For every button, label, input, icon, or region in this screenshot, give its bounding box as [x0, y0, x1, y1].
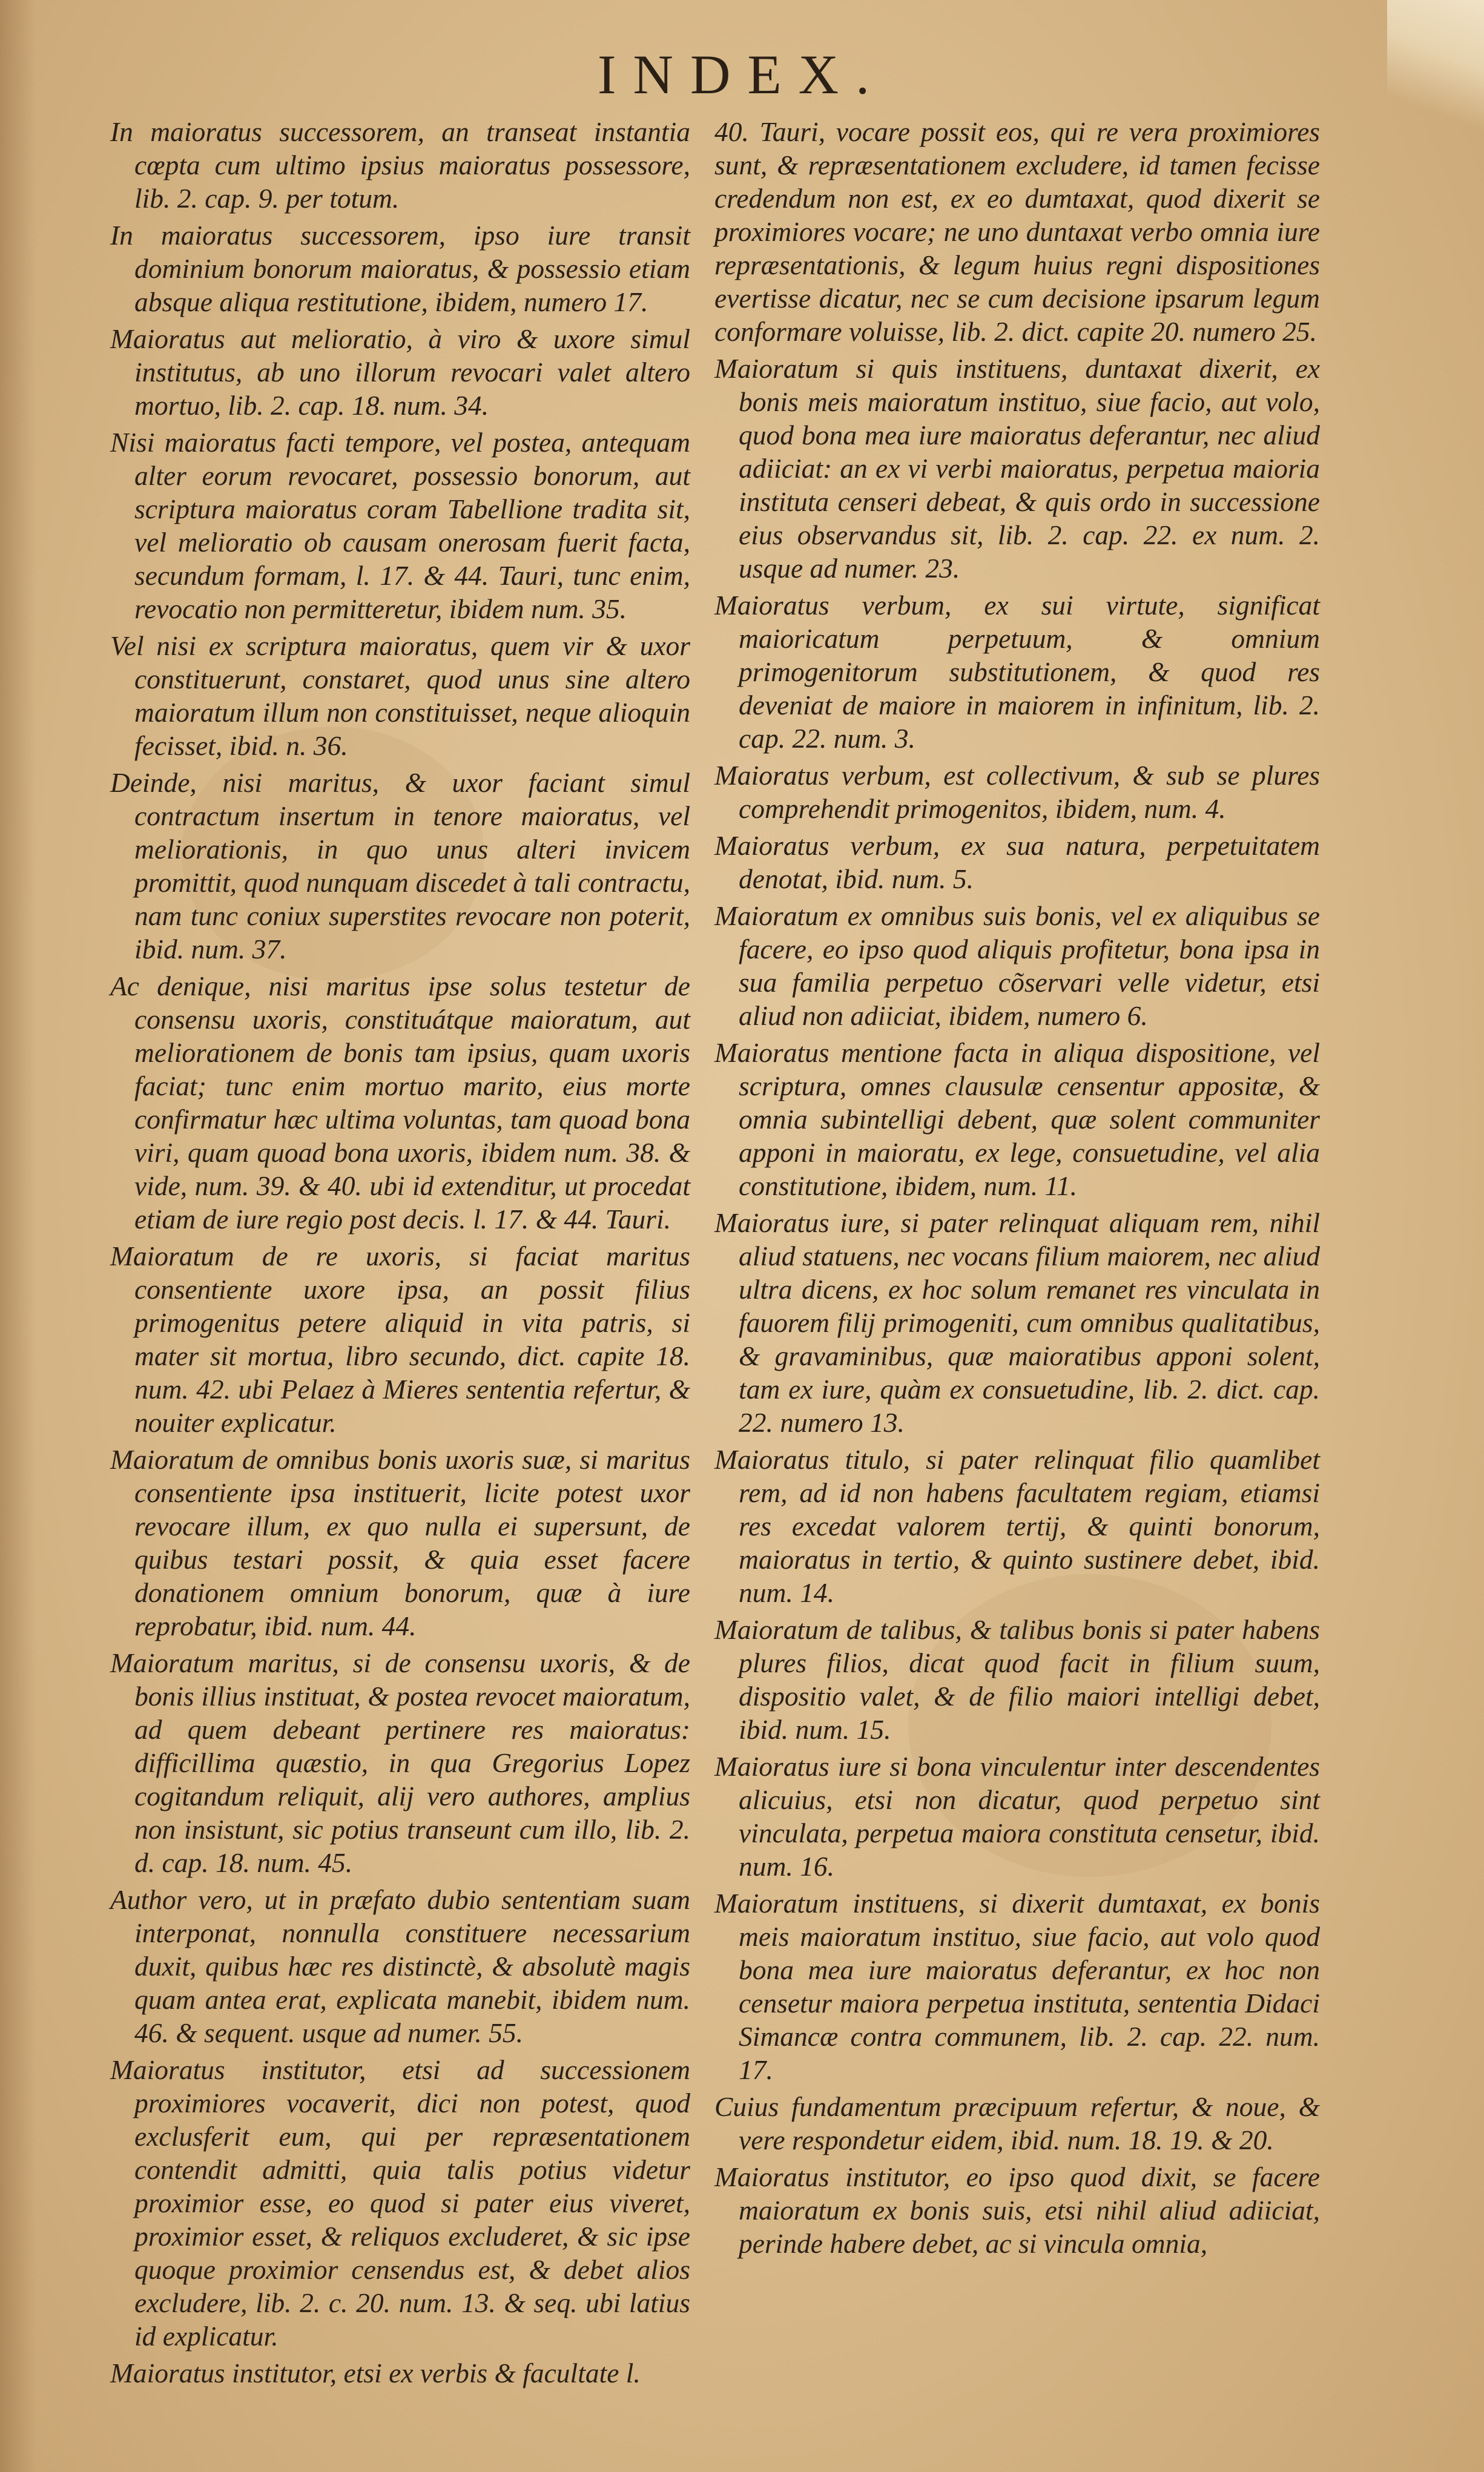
right-column — [714, 115, 1320, 2264]
index-entry: Maioratus mentione facta in aliqua dispositione, vel scriptura, omnes clausulæ censentur appositæ, & omnia subintelligi debent, quæ solent communiter apponi in maioratu, ex lege, consuetudine, vel alia constitutione, ibidem, num. 11. — [714, 1037, 1320, 1201]
index-entry: Maioratus institutor, etsi ex verbis & facultate l. — [110, 2358, 641, 2388]
index-entry: Deinde, nisi maritus, & uxor faciant simul contractum insertum in tenore maioratus, vel meliorationis, in quo unus alteri invicem promittit, quod nunquam discedet à tali contractu, nam tunc coniux superstites revocare non poterit, ibid. num. 37. — [110, 767, 690, 964]
index-entry: Maioratum si quis instituens, duntaxat dixerit, ex bonis meis maioratum instituo, siue facio, aut volo, quod bona mea iure maioratus deferantur, nec aliud adiiciat: an ex vi verbi maioratus, perpetua maioria instituta censeri debeat, & quis ordo in successione eius observandus sit, lib. 2. cap. 22. ex num. 2. usque ad numer. 23. — [714, 353, 1320, 584]
index-entry: Maioratus iure si bona vinculentur inter descendentes alicuius, etsi non dicatur, quod perpetuo sint vinculata, perpetua maiora constituta censetur, ibid. num. 16. — [714, 1751, 1320, 1882]
index-entry: Maioratum de talibus, & talibus bonis si pater habens plures filios, dicat quod facit in filium suum, dispositio valet, & de filio maiori intelligi debet, ibid. num. 15. — [714, 1614, 1320, 1745]
index-entry: Maioratum de re uxoris, si faciat maritus consentiente uxore ipsa, an possit filius primogenitus petere aliquid in vita patris, si mater sit mortua, libro secundo, dict. capite 18. num. 42. ubi Pelaez à Mieres sententia refertur, & nouiter explicatur. — [110, 1241, 690, 1438]
index-entry: Maioratus aut melioratio, à viro & uxore simul institutus, ab uno illorum revocari valet altero mortuo, lib. 2. cap. 18. num. 34. — [110, 323, 690, 421]
index-entry: In maioratus successorem, ipso iure transit dominium bonorum maioratus, & possessio etiam absque aliqua restitutione, ibidem, numero 17. — [110, 220, 690, 317]
index-entry: Maioratus verbum, ex sua natura, perpetuitatem denotat, ibid. num. 5. — [714, 830, 1320, 894]
index-entry: Vel nisi ex scriptura maioratus, quem vir & uxor constituerunt, constaret, quod unus sine altero maioratum illum non constituisset, neque alioquin fecisset, ibid. n. 36. — [110, 630, 690, 761]
index-entry: Ac denique, nisi maritus ipse solus testetur de consensu uxoris, constituátque maioratum, aut meliorationem de bonis tam ipsius, quam uxoris faciat; tunc enim mortuo marito, eius morte confirmatur hæc ultima voluntas, tam quoad bona viri, quam quoad bona uxoris, ibidem num. 38. & vide, num. 39. & 40. ubi id extenditur, ut procedat etiam de iure regio post decis. l. 17. & 44. Tauri. — [110, 971, 690, 1234]
index-entry: Maioratus institutor, eo ipso quod dixit, se facere maioratum ex bonis suis, etsi nihil aliud adiiciat, perinde habere debet, ac si vincula omnia, — [714, 2161, 1320, 2259]
index-entry: Maioratus institutor, etsi ad successionem proximiores vocaverit, dici non potest, quod exclusferit eum, qui per repræsentationem contendit admitti, quia talis potius videtur proximior esse, eo quod si pater eius viveret, proximior esset, & reliquos excluderet, & sic ipse quoque proximior censendus est, & debet alios excludere, lib. 2. c. 20. num. 13. & seq. ubi latius id explicatur. — [110, 2054, 690, 2352]
index-entry: Maioratum de omnibus bonis uxoris suæ, si maritus consentiente ipsa instituerit, licite potest uxor revocare illum, ex quo nulla ei supersunt, de quibus testari possit, & quia esset facere donationem omnium bonorum, quæ à iure reprobatur, ibid. num. 44. — [110, 1444, 690, 1641]
index-entry: In maioratus successorem, an transeat instantia cœpta cum ultimo ipsius maioratus possessore, lib. 2. cap. 9. per totum. — [110, 116, 690, 214]
index-entry: Maioratum instituens, si dixerit dumtaxat, ex bonis meis maioratum instituo, siue facio, aut volo quod bona mea iure maioratus deferantur, ex hoc non censetur maiora perpetua instituta, sententia Didaci Simancæ contra communem, lib. 2. cap. 22. num. 17. — [714, 1888, 1320, 2085]
index-entry: 40. Tauri, vocare possit eos, qui re vera proximiores sunt, & repræsentationem excludere, id tamen fecisse credendum non est, ex eo dumtaxat, quod dixerit se proximiores vocare; ne uno duntaxat verbo omnia iure repræsentationis, & legum huius regni dispositiones evertisse dicatur, nec se cum decisione ipsarum legum conformare voluisse, lib. 2. dict. capite 20. numero 25. — [714, 116, 1320, 347]
page-title: INDEX. — [597, 44, 887, 105]
index-entry: Maioratus titulo, si pater relinquat filio quamlibet rem, ad id non habens facultatem regiam, etiamsi res excedat valorem tertij, & quinti bonorum, maioratus in tertio, & quinto sustinere debet, ibid. num. 14. — [714, 1444, 1320, 1608]
index-entry: Maioratus verbum, ex sui virtute, significat maioricatum perpetuum, & omnium primogenitorum substitutionem, & quod res deveniat de maiore in maiorem in infinitum, lib. 2. cap. 22. num. 3. — [714, 590, 1320, 754]
index-entry: Maioratum ex omnibus suis bonis, vel ex aliquibus se facere, eo ipso quod aliquis profitetur, bona ipsa in sua familia perpetuo cõservari velle videtur, etsi aliud non adiiciat, ibidem, numero 6. — [714, 900, 1320, 1031]
spine-shadow — [0, 0, 36, 2472]
index-entry: Author vero, ut in præfato dubio sententiam suam interponat, nonnulla constituere necessarium duxit, quibus hæc res distinctè, & absolutè magis quam antea erat, explicata manebit, ibidem num. 46. & sequent. usque ad numer. 55. — [110, 1884, 690, 2048]
index-entry: Cuius fundamentum præcipuum refertur, & noue, & vere respondetur eidem, ibid. num. 18. 19. & 20. — [714, 2091, 1320, 2155]
index-entry: Maioratus iure, si pater relinquat aliquam rem, nihil aliud statuens, nec vocans filium maiorem, nec aliud ultra dicens, ex hoc solum remanet res vinculata in fauorem filij primogeniti, cum omnibus qualitatibus, & gravaminibus, quæ maioratibus apponi solent, tam ex iure, quàm ex consuetudine, lib. 2. dict. cap. 22. numero 13. — [714, 1207, 1320, 1438]
index-entry: Maioratum maritus, si de consensu uxoris, & de bonis illius instituat, & postea revocet maioratum, ad quem debeant pertinere res maioratus: difficillima quæstio, in qua Gregorius Lopez cogitandum reliquit, alij vero authores, amplius non insistunt, sic potius transeunt cum illo, lib. 2. d. cap. 18. num. 45. — [110, 1647, 690, 1878]
index-entry: Maioratus verbum, est collectivum, & sub se plures comprehendit primogenitos, ibidem, num. 4. — [714, 760, 1320, 824]
index-entry: Nisi maioratus facti tempore, vel postea, antequam alter eorum revocaret, possessio bonorum, aut scriptura maioratus coram Tabellione tradita sit, vel melioratio ob causam onerosam fuerit facta, secundum formam, l. 17. & 44. Tauri, tunc enim, revocatio non permitteretur, ibidem num. 35. — [110, 427, 690, 624]
left-column — [110, 115, 690, 2393]
